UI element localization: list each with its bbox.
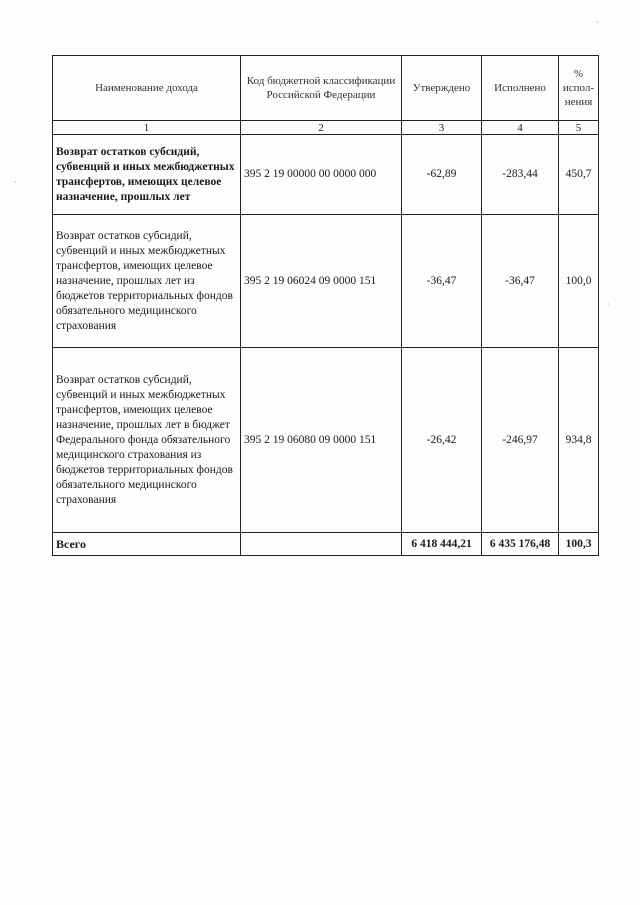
header-approved: Утверждено — [402, 56, 482, 121]
header-name: Наименование дохода — [53, 56, 241, 121]
row-percent: 100,0 — [559, 215, 599, 348]
column-number: 4 — [482, 121, 559, 135]
column-number-row — [53, 121, 599, 135]
table-row — [53, 135, 599, 215]
row-name: Возврат остатков субсидий, субвенций и иных межбюджетных трансфертов, имеющих целевое назначение, прошлых лет в бюджет Федерального фонда обязательного медицинского страхования из бюджетов территориальных фондов обязательного медицинского страхования — [53, 348, 241, 533]
row-name: Возврат остатков субсидий, субвенций и иных межбюджетных трансфертов, имеющих целевое назначение, прошлых лет из бюджетов территориальных фондов обязательного медицинского страхования — [53, 215, 241, 348]
table-row — [53, 348, 599, 533]
row-executed: -246,97 — [482, 348, 559, 533]
income-table — [52, 55, 599, 556]
column-number: 1 — [53, 121, 241, 135]
row-code: 395 2 19 06024 09 0000 151 — [241, 215, 402, 348]
row-percent: 934,8 — [559, 348, 599, 533]
row-approved: -62,89 — [402, 135, 482, 215]
total-approved: 6 418 444,21 — [402, 533, 482, 556]
row-code: 395 2 19 00000 00 0000 000 — [241, 135, 402, 215]
total-code — [241, 533, 402, 556]
column-number: 2 — [241, 121, 402, 135]
scan-speck: · — [14, 178, 17, 187]
scan-speck: · — [596, 18, 599, 27]
row-name: Возврат остатков субсидий, субвенций и иных межбюджетных трансфертов, имеющих целевое назначение, прошлых лет — [53, 135, 241, 215]
total-label: Всего — [53, 533, 241, 556]
column-number: 3 — [402, 121, 482, 135]
table-row — [53, 215, 599, 348]
total-row — [53, 533, 599, 556]
row-approved: -36,47 — [402, 215, 482, 348]
row-executed: -283,44 — [482, 135, 559, 215]
header-executed: Исполнено — [482, 56, 559, 121]
column-number: 5 — [559, 121, 599, 135]
row-executed: -36,47 — [482, 215, 559, 348]
header-code: Код бюджетной классификации Российской Федерации — [241, 56, 402, 121]
row-approved: -26,42 — [402, 348, 482, 533]
row-percent: 450,7 — [559, 135, 599, 215]
scan-speck: · — [607, 300, 610, 309]
row-code: 395 2 19 06080 09 0000 151 — [241, 348, 402, 533]
table-header-row — [53, 56, 599, 121]
total-percent: 100,3 — [559, 533, 599, 556]
total-executed: 6 435 176,48 — [482, 533, 559, 556]
header-percent: % испол-нения — [559, 56, 599, 121]
